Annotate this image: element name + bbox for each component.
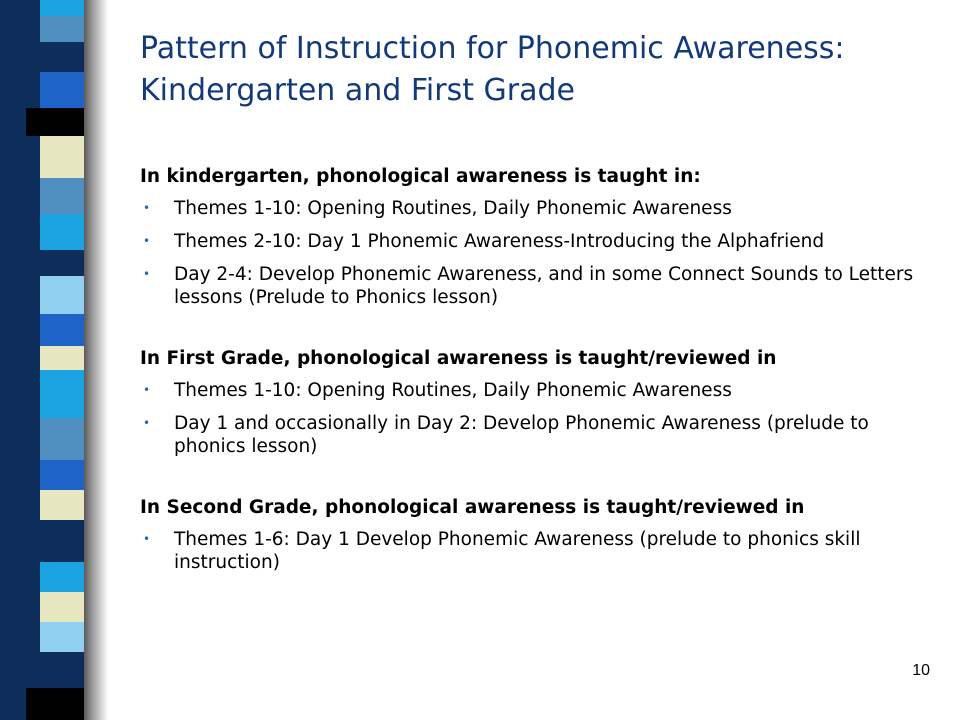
- slide-title: Pattern of Instruction for Phonemic Awareness: Kindergarten and First Grade: [140, 31, 845, 108]
- stripe-block: [40, 562, 84, 592]
- section-heading: In First Grade, phonological awareness is taught/reviewed in: [140, 348, 777, 369]
- stripe-block: [40, 214, 84, 250]
- slide-body: [140, 165, 930, 574]
- bullet-dot-icon: •: [143, 267, 151, 281]
- bullet-text: Day 1 and occasionally in Day 2: Develop Phonemic Awareness (prelude to phonics lesson): [174, 413, 869, 457]
- section-second-grade: [140, 496, 930, 574]
- stripe-block: [26, 108, 84, 136]
- bullet-item: [140, 379, 930, 402]
- stripe-block: [40, 314, 84, 346]
- bullet-list: [140, 379, 930, 458]
- stripe-block: [40, 418, 84, 460]
- decorative-stripe-bar: [0, 0, 108, 720]
- bullet-item: [140, 197, 930, 220]
- bullet-item: [140, 412, 930, 458]
- bullet-text: Themes 1-10: Opening Routines, Daily Phonemic Awareness: [174, 198, 732, 219]
- section-heading: In kindergarten, phonological awareness is taught in:: [140, 166, 701, 187]
- stripe-block: [40, 16, 84, 42]
- bullet-text: Themes 1-6: Day 1 Develop Phonemic Awareness (prelude to phonics skill instruction): [174, 529, 861, 573]
- stripe-block: [26, 688, 84, 720]
- stripe-block: [40, 490, 84, 520]
- bullet-dot-icon: •: [143, 532, 151, 546]
- stripe-shadow: [84, 0, 108, 720]
- bullet-text: Themes 1-10: Opening Routines, Daily Phonemic Awareness: [174, 380, 732, 401]
- bullet-text: Day 2-4: Develop Phonemic Awareness, and in some Connect Sounds to Letters lessons (Prelude to Phonics lesson): [174, 264, 914, 308]
- section-kindergarten: [140, 165, 930, 309]
- stripe-block: [40, 592, 84, 622]
- stripe-block: [40, 0, 84, 16]
- stripe-block: [26, 250, 84, 276]
- stripe-block: [40, 460, 84, 490]
- stripe-block: [26, 652, 84, 688]
- stripe-block: [40, 622, 84, 652]
- stripe-block: [26, 520, 84, 562]
- stripe-block: [40, 136, 84, 178]
- bullet-item: [140, 263, 930, 309]
- page-number: 10: [912, 662, 930, 679]
- stripe-block: [40, 370, 84, 418]
- bullet-text: Themes 2-10: Day 1 Phonemic Awareness-Introducing the Alphafriend: [174, 231, 825, 252]
- bullet-list: [140, 197, 930, 309]
- bullet-item: [140, 230, 930, 253]
- bullet-dot-icon: •: [143, 383, 151, 397]
- section-first-grade: [140, 347, 930, 458]
- bullet-dot-icon: •: [143, 201, 151, 215]
- stripe-block: [40, 346, 84, 370]
- section-heading: In Second Grade, phonological awareness is taught/reviewed in: [140, 497, 805, 518]
- bullet-list: [140, 528, 930, 574]
- stripe-block: [40, 72, 84, 108]
- stripe-block: [26, 42, 84, 72]
- stripe-block: [40, 178, 84, 214]
- bullet-dot-icon: •: [143, 234, 151, 248]
- stripe-block: [40, 276, 84, 314]
- bullet-dot-icon: •: [143, 416, 151, 430]
- bullet-item: [140, 528, 930, 574]
